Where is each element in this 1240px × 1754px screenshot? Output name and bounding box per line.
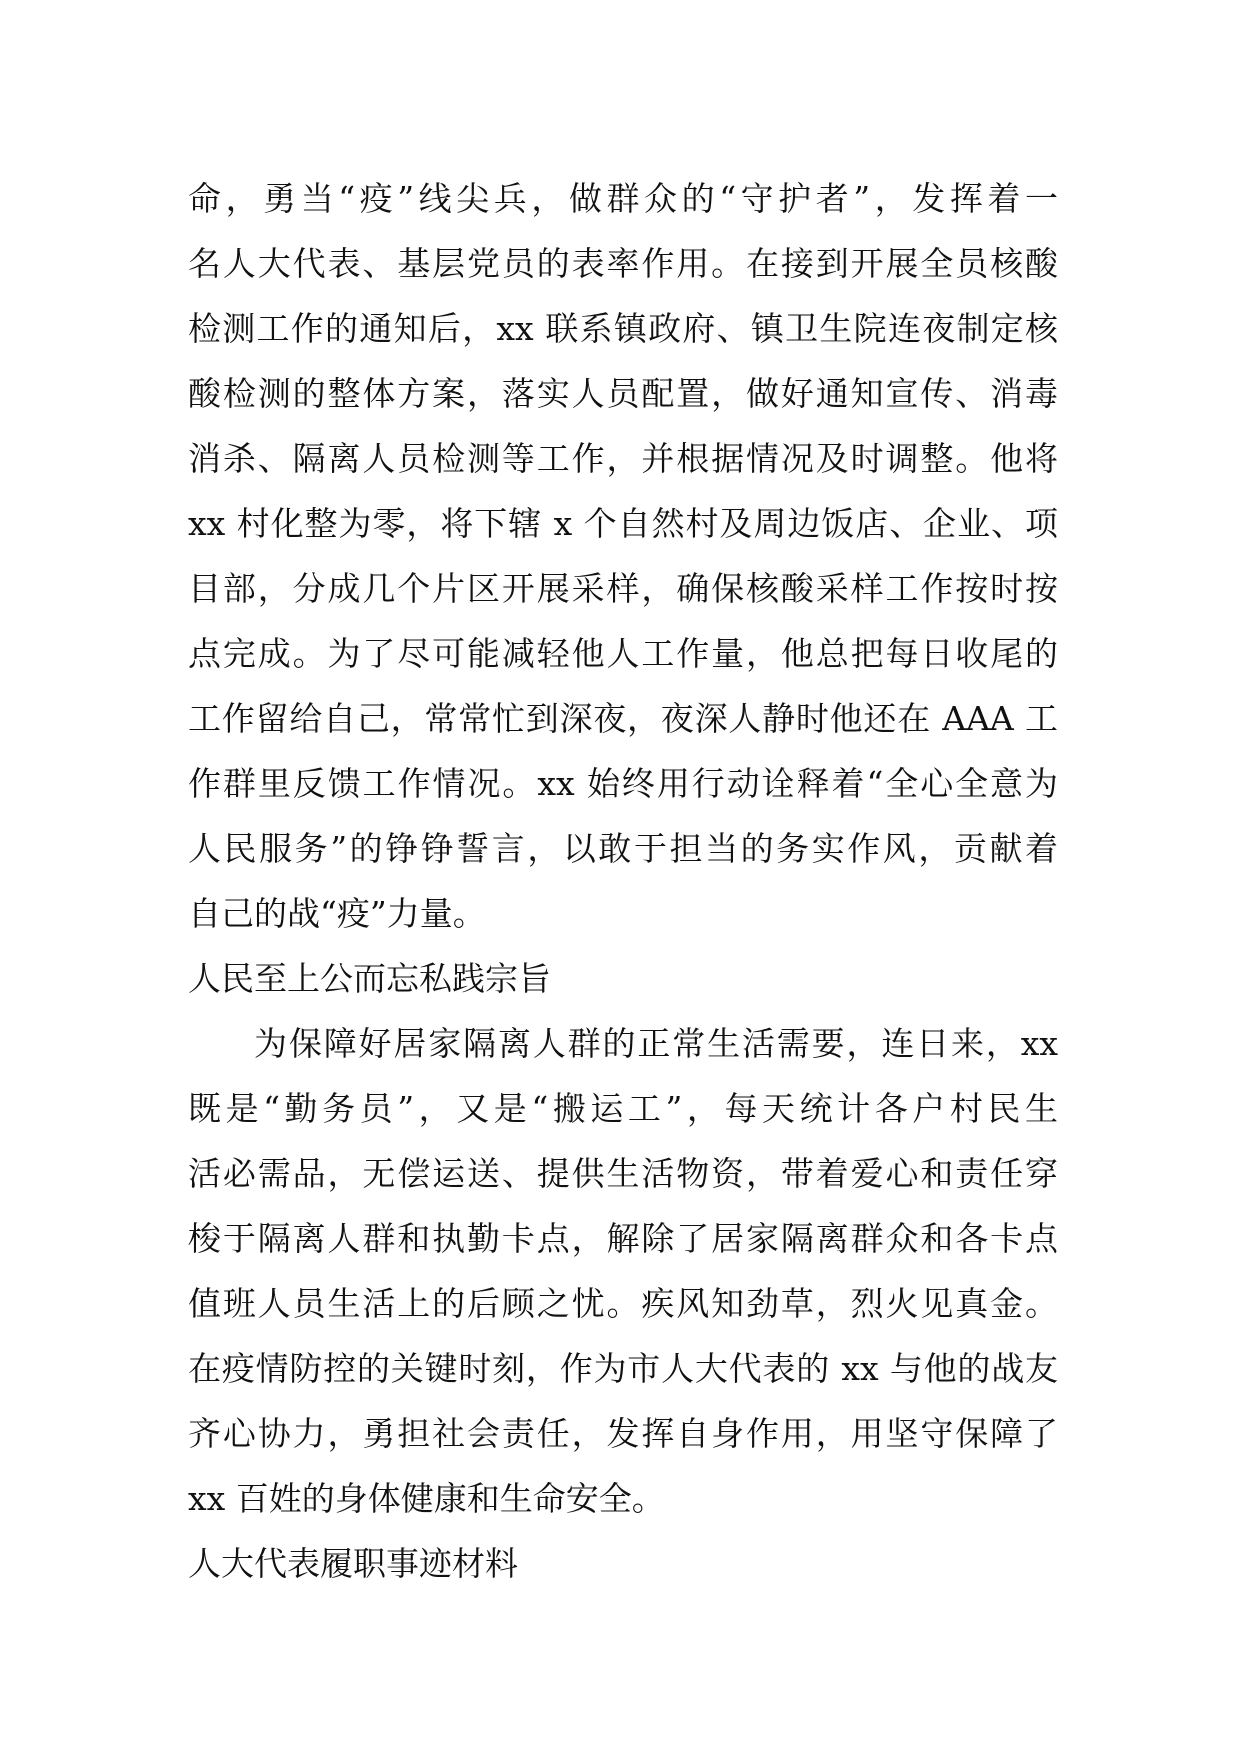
text-line: 既是“勤务员”，又是“搬运工”，每天统计各户村民生 — [188, 1089, 1058, 1128]
text-line: 活必需品，无偿运送、提供生活物资，带着爱心和责任穿 — [188, 1154, 1058, 1193]
text-line: 齐心协力，勇担社会责任，发挥自身作用，用坚守保障了 — [188, 1414, 1058, 1453]
text-line: 名人大代表、基层党员的表率作用。在接到开展全员核酸 — [188, 244, 1058, 283]
document-body — [188, 166, 1058, 1596]
text-line: xx 百姓的身体健康和生命安全。 — [188, 1479, 665, 1518]
text-line: xx 村化整为零，将下辖 x 个自然村及周边饭店、企业、项 — [188, 504, 1058, 543]
document-title: 人大代表履职事迹材料 — [188, 1544, 518, 1583]
text-line: 自己的战“疫”力量。 — [188, 894, 486, 933]
text-line: 命，勇当“疫”线尖兵，做群众的“守护者”，发挥着一 — [188, 179, 1058, 218]
text-line: 为保障好居家隔离人群的正常生活需要，连日来，xx — [254, 1024, 1058, 1063]
text-line: 消杀、隔离人员检测等工作，并根据情况及时调整。他将 — [188, 439, 1058, 478]
paragraph-continuation — [188, 166, 1058, 946]
text-line: 在疫情防控的关键时刻，作为市人大代表的 xx 与他的战友 — [188, 1349, 1058, 1388]
text-line: 人民服务”的铮铮誓言，以敢于担当的务实作风，贡献着 — [188, 829, 1058, 868]
text-line: 值班人员生活上的后顾之忧。疾风知劲草，烈火见真金。 — [188, 1284, 1058, 1323]
text-line: 目部，分成几个片区开展采样，确保核酸采样工作按时按 — [188, 569, 1058, 608]
paragraph — [188, 1011, 1058, 1531]
text-line: 梭于隔离人群和执勤卡点，解除了居家隔离群众和各卡点 — [188, 1219, 1058, 1258]
section-heading: 人民至上公而忘私践宗旨 — [188, 959, 551, 998]
text-line: 作群里反馈工作情况。xx 始终用行动诠释着“全心全意为 — [188, 764, 1058, 803]
text-line: 工作留给自己，常常忙到深夜，夜深人静时他还在 AAA 工 — [188, 699, 1058, 738]
text-line: 点完成。为了尽可能减轻他人工作量，他总把每日收尾的 — [188, 634, 1058, 673]
text-line: 酸检测的整体方案，落实人员配置，做好通知宣传、消毒 — [188, 374, 1058, 413]
text-line: 检测工作的通知后，xx 联系镇政府、镇卫生院连夜制定核 — [188, 309, 1058, 348]
